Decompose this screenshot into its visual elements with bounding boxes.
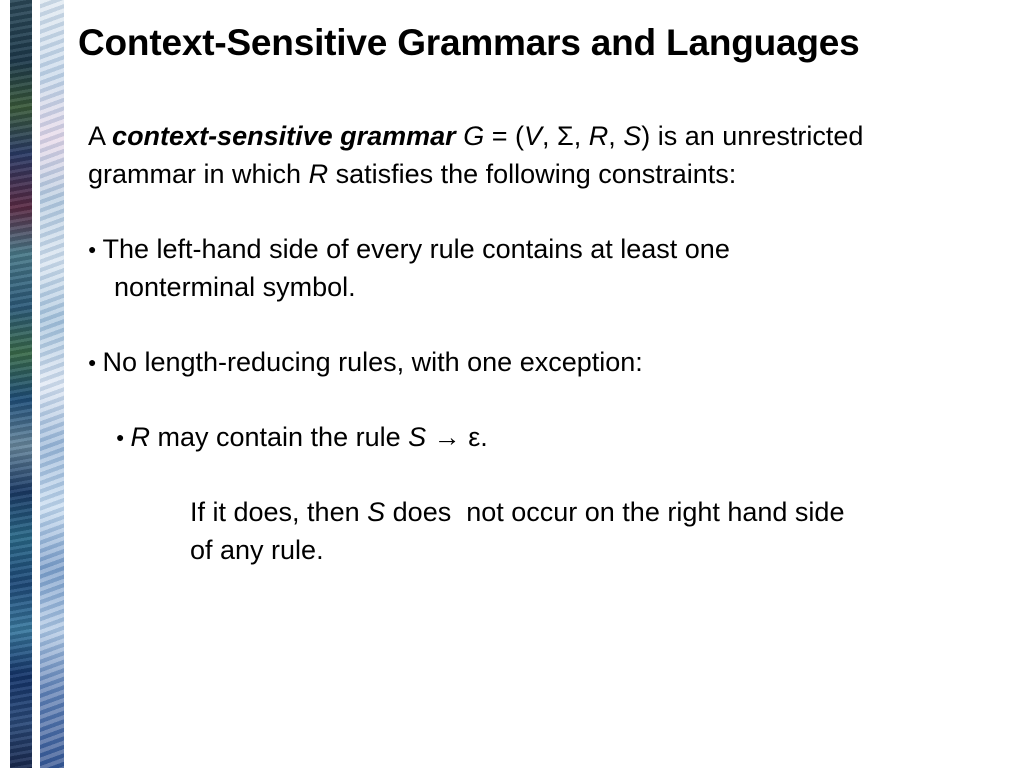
bullet-dot-icon: ● [88,241,97,257]
symbol-r: R [308,159,329,189]
symbol-sigma: Σ [557,121,574,151]
bullet-text: The left-hand side of every rule contains at least one [102,234,730,264]
symbol-s: S [408,422,427,452]
decorative-strip-light [40,0,64,768]
slide-title: Context-Sensitive Grammars and Languages [78,22,860,63]
symbol-epsilon: ε [468,422,481,452]
bullet-item-no-length-reducing [88,343,643,381]
bullet-dot-icon: ● [88,354,97,370]
symbol-r: R [130,422,150,452]
bullet-text-continued: nonterminal symbol. [114,272,356,302]
intro-article: A [88,121,105,151]
bullet-text: No length-reducing rules, with one exception: [102,347,643,377]
symbol-s: S [623,121,642,151]
note-end: does not occur on the right hand side [392,497,845,527]
period: . [480,422,488,452]
sub-bullet-text: may contain the rule [157,422,401,452]
note-start: If it does, then [190,497,360,527]
intro-tail: ) is an unrestricted [641,121,864,151]
note-line2: of any rule. [190,535,324,565]
intro-line2-end: satisfies the following constraints: [335,159,737,189]
intro-line2-start: grammar in which [88,159,302,189]
grammar-symbol: G [463,121,485,151]
decorative-strip-dark [10,0,32,768]
intro-paragraph [88,117,863,193]
arrow-icon: → [433,422,461,452]
bullet-item-lhs-nonterminal [88,230,730,306]
separator: , [608,121,624,151]
intro-term: context-sensitive grammar [112,121,456,151]
separator: , [573,121,589,151]
symbol-s: S [367,497,386,527]
sub-bullet-epsilon-rule [116,418,488,456]
bullet-dot-icon: ● [116,429,125,445]
equals-text: = ( [484,121,524,151]
symbol-r: R [588,121,609,151]
separator: , [542,121,558,151]
epsilon-note [190,493,844,569]
symbol-v: V [523,121,542,151]
